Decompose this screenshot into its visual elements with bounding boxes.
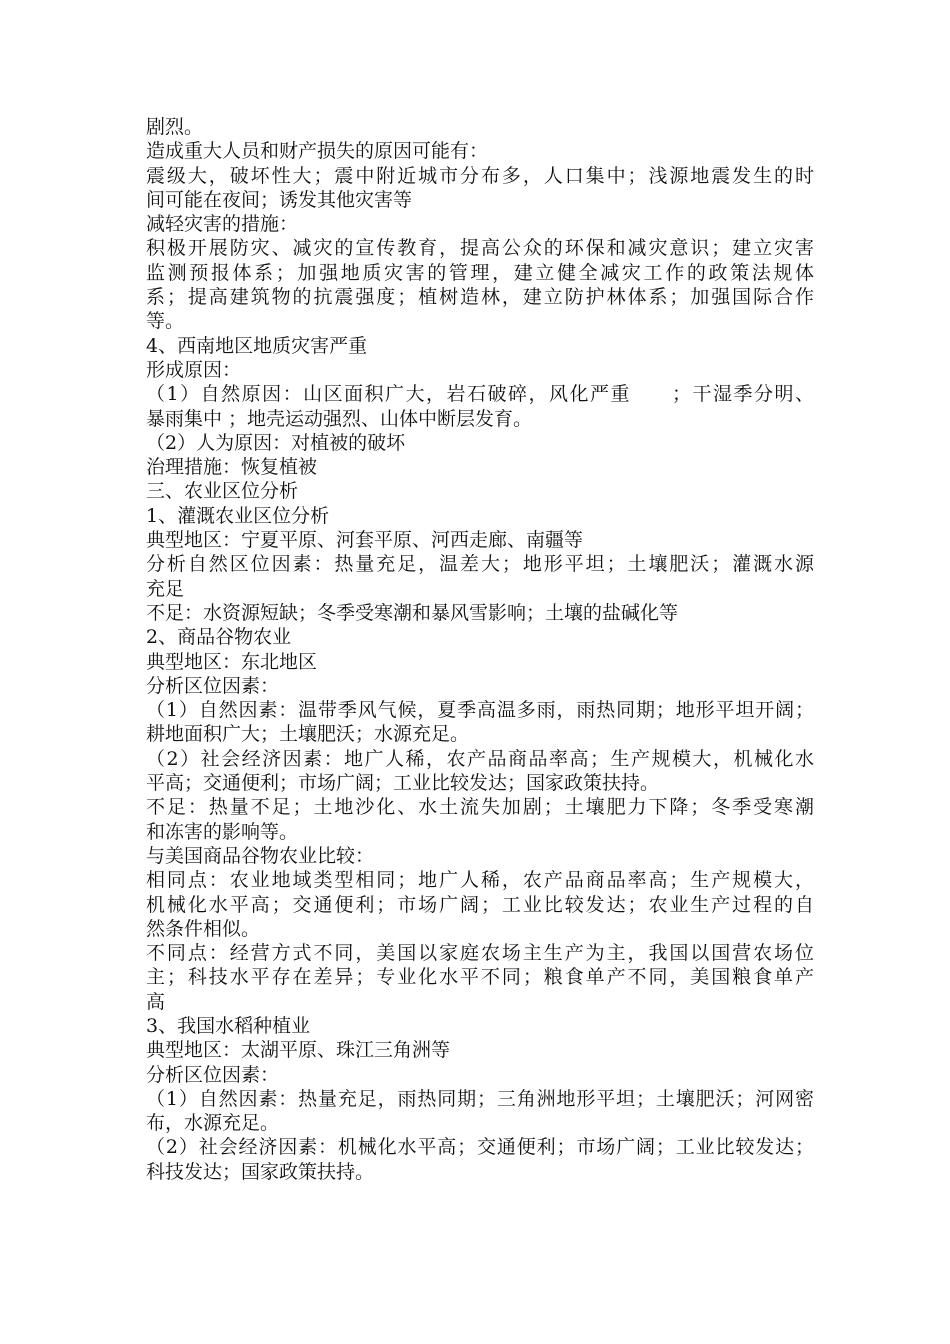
text-line: 等。 [146, 310, 185, 333]
text-line: 形成原因： [146, 358, 242, 381]
section-heading: 2、商品谷物农业 [146, 626, 292, 649]
text-line: 科技发达；国家政策扶持。 [146, 1160, 375, 1183]
text-line: 耕地面积广大；土壤肥沃；水源充足。 [146, 723, 470, 746]
text-line: 分析自然区位因素：热量充足，温差大；地形平坦；土壤肥沃；灌溉水源 [146, 553, 814, 576]
document-body [146, 115, 814, 1184]
text-line: 不同点：经营方式不同，美国以家庭农场主生产为主，我国以国营农场位 [146, 942, 814, 965]
text-line: 和冻害的影响等。 [146, 820, 299, 843]
text-line: 间可能在夜间；诱发其他灾害等 [146, 188, 413, 211]
text-line: （2）人为原因：对植被的破坏 [146, 431, 406, 454]
section-heading: 1、灌溉农业区位分析 [146, 504, 330, 527]
text-line: 监测预报体系；加强地质灾害的管理，建立健全减灾工作的政策法规体 [146, 261, 814, 284]
text-line: 典型地区：太湖平原、珠江三角洲等 [146, 1039, 451, 1062]
text-line: 典型地区：宁夏平原、河套平原、河西走廊、南疆等 [146, 529, 584, 552]
text-line: 减轻灾害的措施： [146, 213, 299, 236]
section-heading: 三、农业区位分析 [146, 480, 299, 503]
section-heading: 3、我国水稻种植业 [146, 1014, 311, 1037]
text-line: 暴雨集中 ；地壳运动强烈、山体中断层发育。 [146, 407, 533, 430]
text-line: 相同点：农业地域类型相同；地广人稀，农产品商品率高；生产规模大， [146, 869, 814, 892]
text-line: （2）社会经济因素：地广人稀，农产品商品率高；生产规模大，机械化水 [146, 747, 814, 770]
text-line: 积极开展防灾、减灾的宣传教育，提高公众的环保和减灾意识；建立灾害 [146, 237, 814, 260]
text-line: 平高；交通便利；市场广阔；工业比较发达；国家政策扶持。 [146, 772, 660, 795]
text-line: 高 [146, 990, 166, 1013]
text-line: 机械化水平高；交通便利；市场广阔；工业比较发达；农业生产过程的自 [146, 893, 814, 916]
text-line: （2）社会经济因素：机械化水平高；交通便利；市场广阔；工业比较发达； [146, 1136, 814, 1159]
text-line: 治理措施：恢复植被 [146, 456, 318, 479]
text-line: 主；科技水平存在差异；专业化水平不同；粮食单产不同，美国粮食单产 [146, 966, 814, 989]
text-line: （1）自然因素：热量充足，雨热同期；三角洲地形平坦；土壤肥沃；河网密 [146, 1087, 814, 1110]
text-line: 系；提高建筑物的抗震强度；植树造林，建立防护林体系；加强国际合作 [146, 286, 814, 309]
text-line: 不足：热量不足；土地沙化、水土流失加剧；土壤肥力下降；冬季受寒潮 [146, 796, 814, 819]
text-line: 与美国商品谷物农业比较： [146, 844, 375, 867]
text-line: 分析区位因素： [146, 1063, 280, 1086]
text-line: 分析区位因素： [146, 674, 280, 697]
text-line: 典型地区：东北地区 [146, 650, 318, 673]
text-line: 震级大，破坏性大；震中附近城市分布多，人口集中；浅源地震发生的时 [146, 164, 814, 187]
text-line: 不足：水资源短缺；冬季受寒潮和暴风雪影响；土壤的盐碱化等 [146, 601, 679, 624]
text-line: 然条件相似。 [146, 917, 261, 940]
section-heading: 4、西南地区地质灾害严重 [146, 334, 368, 357]
text-line: （1）自然原因：山区面积广大，岩石破碎，风化严重 ；干湿季分明、 [146, 383, 814, 406]
text-line: 充足 [146, 577, 185, 600]
text-line: 造成重大人员和财产损失的原因可能有： [146, 140, 489, 163]
text-line: 布，水源充足。 [146, 1112, 280, 1135]
text-line: （1）自然因素：温带季风气候，夏季高温多雨，雨热同期；地形平坦开阔； [146, 699, 814, 722]
text-line: 剧烈。 [146, 116, 204, 138]
